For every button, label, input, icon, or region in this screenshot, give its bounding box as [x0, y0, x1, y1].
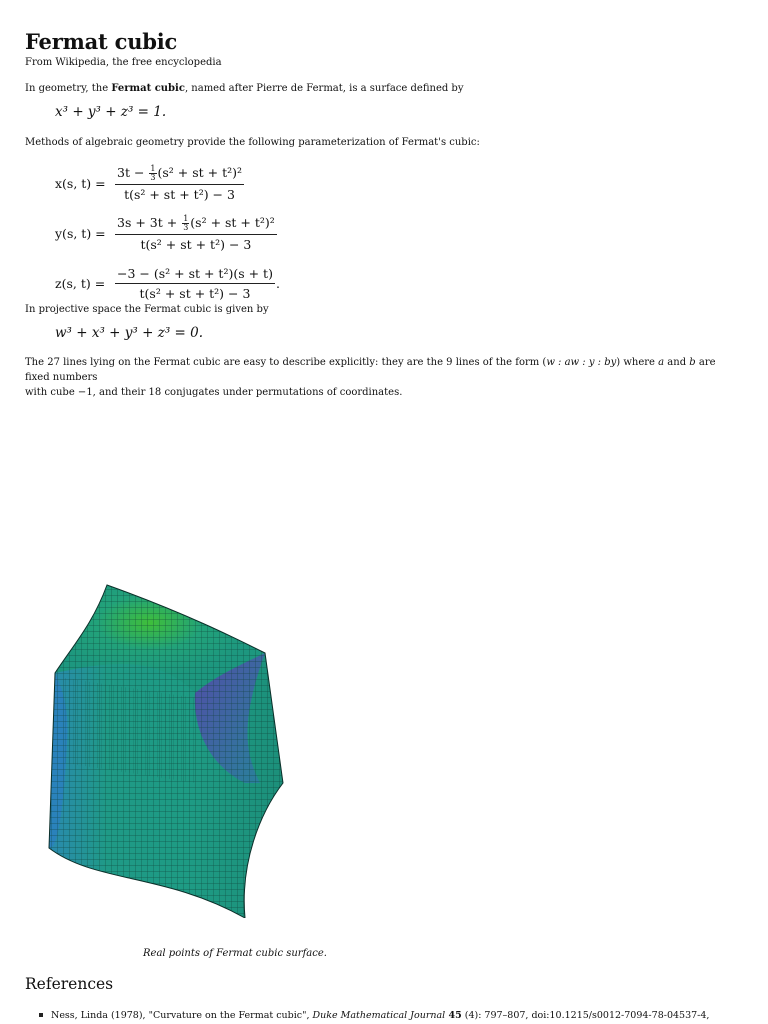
equation-x: x(s, t) = 3t − $\frac{1}{3}$ (s² + st + t²)² t(s² + st + t²) − 3	[55, 163, 243, 202]
fermat-cubic-surface-image	[45, 583, 285, 918]
page-title: Fermat cubic	[25, 29, 178, 54]
figure-caption: Real points of Fermat cubic surface.	[143, 948, 327, 959]
term-fermat-cubic: Fermat cubic	[111, 83, 185, 94]
param-intro-paragraph: Methods of algebraic geometry provide the following parameterization of Fermat's cubic:	[25, 137, 480, 148]
fraction-z: $\frac{\text{−3 − (s² + st + t²)(s + t)}}{\text{t(s² + st + t²) − 3}}$	[117, 265, 273, 301]
fraction-x: 3t − $\frac{1}{3}$ (s² + st + t²)² t(s² + st + t²) − 3	[117, 163, 243, 202]
reference-journal: Duke Mathematical Journal	[312, 1010, 446, 1021]
equation-z: z(s, t) = $\frac{\text{−3 − (s² + st + t²)(s + t)}}{\text{t(s² + st + t²) − 3}}$ .	[55, 265, 280, 301]
equation-projective: w³ + x³ + y³ + z³ = 0.	[55, 325, 204, 341]
article	[25, 28, 740, 94]
page-tagline: From Wikipedia, the free encyclopedia	[25, 57, 222, 68]
surface-plot	[45, 583, 285, 918]
equation-y: y(s, t) = 3s + 3t + $\frac{1}{3}$ (s² + st + t²)² t(s² + st + t²) − 3	[55, 213, 275, 252]
reference-list	[25, 1010, 755, 1021]
parameterization-block	[55, 158, 280, 308]
projective-intro-paragraph: In projective space the Fermat cubic is given by	[25, 304, 269, 315]
fraction-y: 3s + 3t + $\frac{1}{3}$ (s² + st + t²)² t(s² + st + t²) − 3	[117, 213, 275, 252]
reference-item: Ness, Linda (1978), "Curvature on the Fermat cubic", Duke Mathematical Journal 45 (4): 797–807, doi:10.1215/s0012-7094-78-04537-4,	[25, 1010, 755, 1021]
lines-paragraph: The 27 lines lying on the Fermat cubic are easy to describe explicitly: they are the 9 lines of the form (w : aw : y : by) where a and b are fixed numbers with cube −1, and their 18 conjugates under permutations of coordinates.	[25, 357, 716, 398]
equation-surface: x³ + y³ + z³ = 1.	[55, 104, 167, 120]
references-heading: References	[25, 975, 114, 993]
bullet-icon	[39, 1013, 43, 1017]
intro-paragraph: In geometry, the Fermat cubic, named after Pierre de Fermat, is a surface defined by	[25, 83, 464, 94]
